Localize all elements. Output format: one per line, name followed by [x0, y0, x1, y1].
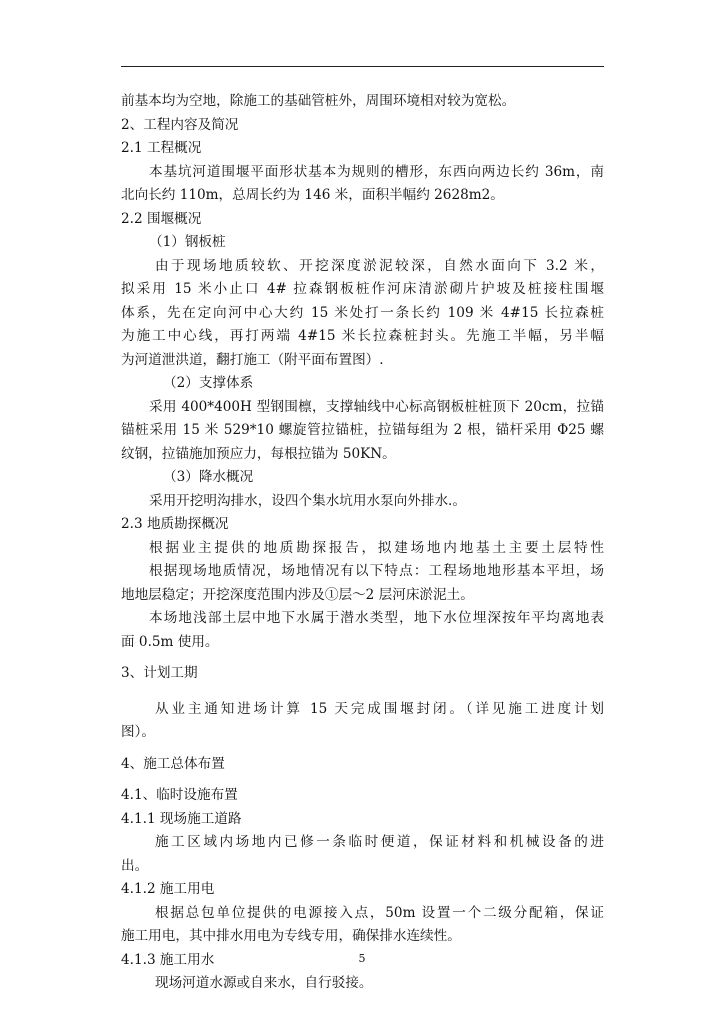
- page-number: 5: [358, 952, 366, 965]
- item-heading: （3）降水概况: [163, 469, 254, 485]
- section-heading: 2、工程内容及简况: [121, 116, 239, 133]
- body-line: 为河道泄洪道，翻打施工（附平面布置图）.: [121, 351, 384, 368]
- paragraph-gap: [121, 745, 604, 753]
- body-line: 采用 400*400H 型钢围檩，支撑轴线中心标高钢板桩桩顶下 20cm，拉锚: [149, 398, 604, 415]
- section-heading: 4、施工总体布置: [121, 755, 225, 772]
- page-body: [121, 90, 604, 996]
- body-line: 现场河道水源或自来水，自行驳接。: [155, 975, 373, 991]
- body-line: 根据总包单位提供的电源接入点，50m 设置一个二级分配箱，保证: [155, 904, 604, 921]
- body-line: 本场地浅部土层中地下水属于潜水类型，地下水位埋深按年平均离地表: [149, 610, 604, 626]
- body-line: 前基本均为空地，除施工的基础管桩外，周围环境相对较为宽松。: [121, 93, 516, 109]
- header-rule: [121, 66, 604, 67]
- subsection-heading: 2.2 围堰概况: [121, 210, 202, 227]
- body-line: 图）。: [121, 724, 155, 740]
- paragraph-gap: [121, 686, 604, 698]
- body-line: 地地层稳定；开挖深度范围内涉及①层～2 层河床淤泥土。: [121, 586, 474, 603]
- body-line: 拟采用 15 米小止口 4# 拉森钢板桩作河床清淤砌片护坡及桩接柱围堰: [121, 281, 604, 297]
- body-line: 出。: [121, 857, 149, 874]
- paragraph-gap: [121, 654, 604, 662]
- body-line: 本基坑河道围堰平面形状基本为规则的槽形，东西向两边长约 36m，南: [149, 163, 604, 180]
- body-line: 从业主通知进场计算 15 天完成围堰封闭。（详见施工进度计划: [155, 700, 604, 717]
- subsection-heading: 2.1 工程概况: [121, 140, 202, 156]
- body-line: 采用开挖明沟排水，设四个集水坑用水泵向外排水.。: [149, 492, 466, 509]
- body-line: 锚桩采用 15 米 529*10 螺旋管拉锚桩，拉锚每组为 2 根，锚杆采用 Φ25 螺: [121, 422, 604, 438]
- body-line: 根据现场地质情况，场地情况有以下特点：工程场地地形基本平坦，场: [149, 563, 604, 579]
- item-heading: （1）钢板桩: [149, 234, 226, 250]
- body-line: 体系，先在定向河中心大约 15 米处打一条长约 109 米 4#15 长拉森桩: [121, 304, 604, 321]
- body-line: 北向长约 110m，总周长约为 146 米，面积半幅约 2628m2。: [121, 187, 504, 203]
- body-line: 根据业主提供的地质勘探报告，拟建场地内地基土主要土层特性: [149, 539, 604, 556]
- subsection-heading: 4.1.3 施工用水: [121, 951, 215, 968]
- body-line: 施工区域内场地内已修一条临时便道，保证材料和机械设备的进: [155, 834, 604, 850]
- subsection-heading: 4.1.2 施工用电: [121, 881, 215, 897]
- item-heading: （2）支撑体系: [163, 375, 254, 391]
- body-line: 面 0.5m 使用。: [121, 633, 219, 650]
- paragraph-gap: [121, 776, 604, 784]
- subsection-heading: 2.3 地质勘探概况: [121, 516, 229, 532]
- subsection-heading: 4.1.1 现场施工道路: [121, 810, 242, 827]
- section-heading: 3、计划工期: [121, 665, 198, 681]
- subsection-heading: 4.1、临时设施布置: [121, 787, 238, 803]
- body-line: 施工用电，其中排水用电为专线专用，确保排水连续性。: [121, 928, 461, 944]
- body-line: 为施工中心线，再打两端 4#15 米长拉森桩封头。先施工半幅，另半幅: [121, 328, 604, 344]
- body-line: 纹钢，拉锚施加预应力，每根拉锚为 50KN。: [121, 445, 396, 462]
- body-line: 由于现场地质较软、开挖深度淤泥较深，自然水面向下 3.2 米，: [155, 257, 604, 274]
